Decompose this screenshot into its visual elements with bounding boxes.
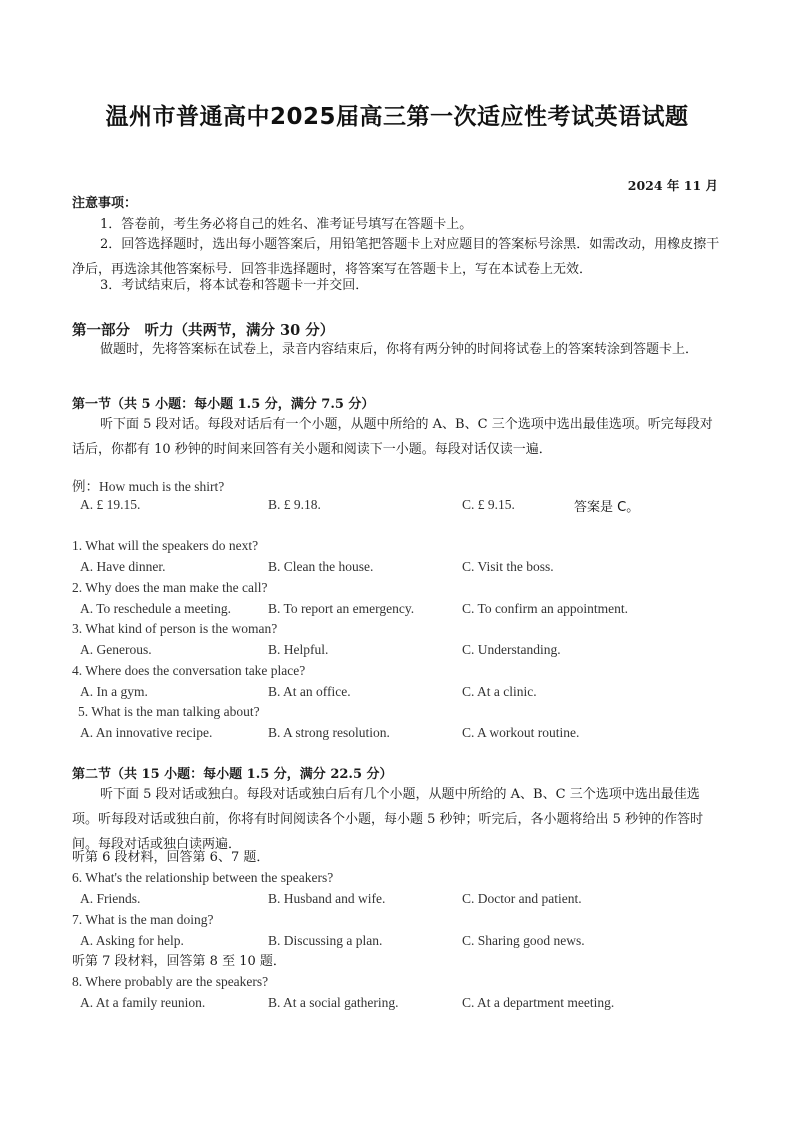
section2-heading: 第二节（共 15 小题：每小题 1.5 分，满分 22.5 分） [72,767,393,782]
question-2: 2. Why does the man make the call? [72,580,268,595]
q1-option-c: C. Visit the boss. [462,559,554,574]
example-question: 例：How much is the shirt? [72,479,225,494]
question-4: 4. Where does the conversation take place? [72,663,306,678]
q2-option-c: C. To confirm an appointment. [462,601,629,616]
example-option-a: A. £ 19.15. [80,497,141,512]
q6-option-a: A. Friends. [80,891,141,906]
q8-option-a: A. At a family reunion. [80,995,206,1010]
page-title: 温州市普通高中2025届高三第一次适应性考试英语试题 [105,104,689,130]
q6-option-b: B. Husband and wife. [268,891,386,906]
q2-option-a: A. To reschedule a meeting. [80,601,232,616]
material-6-instruction: 听第 6 段材料，回答第 6、7 题． [72,850,270,865]
note-item-2: 2．回答选择题时，选出每小题答案后，用铅笔把答题卡上对应题目的答案标号涂黑．如需改动，用橡皮擦干净后，再选涂其他答案标号．回答非选择题时，将答案写在答题卡上，写在本试卷上无效． [72,237,720,277]
material-7-instruction: 听第 7 段材料，回答第 8 至 10 题． [72,954,286,969]
section2-intro: 听下面 5 段对话或独白。每段对话或独白后有几个小题，从题中所给的 A、B、C 三个选项中选出最佳选项。听每段对话或独白前，你将有时间阅读各个小题，每小题 5 秒钟；听完后，各小题将给出 5 秒钟的作答时间。每段对话或独白读两遍． [72,787,704,852]
q7-option-b: B. Discussing a plan. [268,933,383,948]
exam-date: 2024 年 11 月 [627,178,718,193]
q7-option-a: A. Asking for help. [80,933,184,948]
q4-option-b: B. At an office. [268,684,351,699]
question-5: 5. What is the man talking about? [78,704,260,719]
q8-option-b: B. At a social gathering. [268,995,399,1010]
example-answer: 答案是 C。 [574,500,640,515]
section1-heading: 第一节（共 5 小题：每小题 1.5 分，满分 7.5 分） [72,397,375,412]
example-option-b: B. £ 9.18. [268,497,321,512]
part1-heading: 第一部分 听力（共两节，满分 30 分） [72,322,335,339]
q4-option-c: C. At a clinic. [462,684,537,699]
note-item-3: 3．考试结束后，将本试卷和答题卡一并交回． [100,278,369,293]
q7-option-c: C. Sharing good news. [462,933,585,948]
q5-option-b: B. A strong resolution. [268,725,390,740]
q3-option-c: C. Understanding. [462,642,561,657]
q8-option-c: C. At a department meeting. [462,995,615,1010]
q1-option-b: B. Clean the house. [268,559,374,574]
question-1: 1. What will the speakers do next? [72,538,259,553]
q2-option-b: B. To report an emergency. [268,601,415,616]
example-option-c: C. £ 9.15. [462,497,515,512]
question-6: 6. What's the relationship between the speakers? [72,870,334,885]
q4-option-a: A. In a gym. [80,684,148,699]
note-item-1: 1．答卷前，考生务必将自己的姓名、准考证号填写在答题卡上。 [100,217,473,232]
q6-option-c: C. Doctor and patient. [462,891,582,906]
q5-option-c: C. A workout routine. [462,725,580,740]
q1-option-a: A. Have dinner. [80,559,166,574]
notes-heading: 注意事项： [72,196,138,211]
section1-intro: 听下面 5 段对话。每段对话后有一个小题，从题中所给的 A、B、C 三个选项中选出最佳选项。听完每段对话后，你都有 10 秒钟的时间来回答有关小题和阅读下一小题。每段对话仅读一遍． [72,417,713,457]
q5-option-a: A. An innovative recipe. [80,725,213,740]
question-7: 7. What is the man doing? [72,912,214,927]
question-8: 8. Where probably are the speakers? [72,974,269,989]
q3-option-b: B. Helpful. [268,642,329,657]
question-3: 3. What kind of person is the woman? [72,621,278,636]
part1-intro: 做题时，先将答案标在试卷上，录音内容结束后，你将有两分钟的时间将试卷上的答案转涂到答题卡上． [100,342,699,357]
q3-option-a: A. Generous. [80,642,152,657]
